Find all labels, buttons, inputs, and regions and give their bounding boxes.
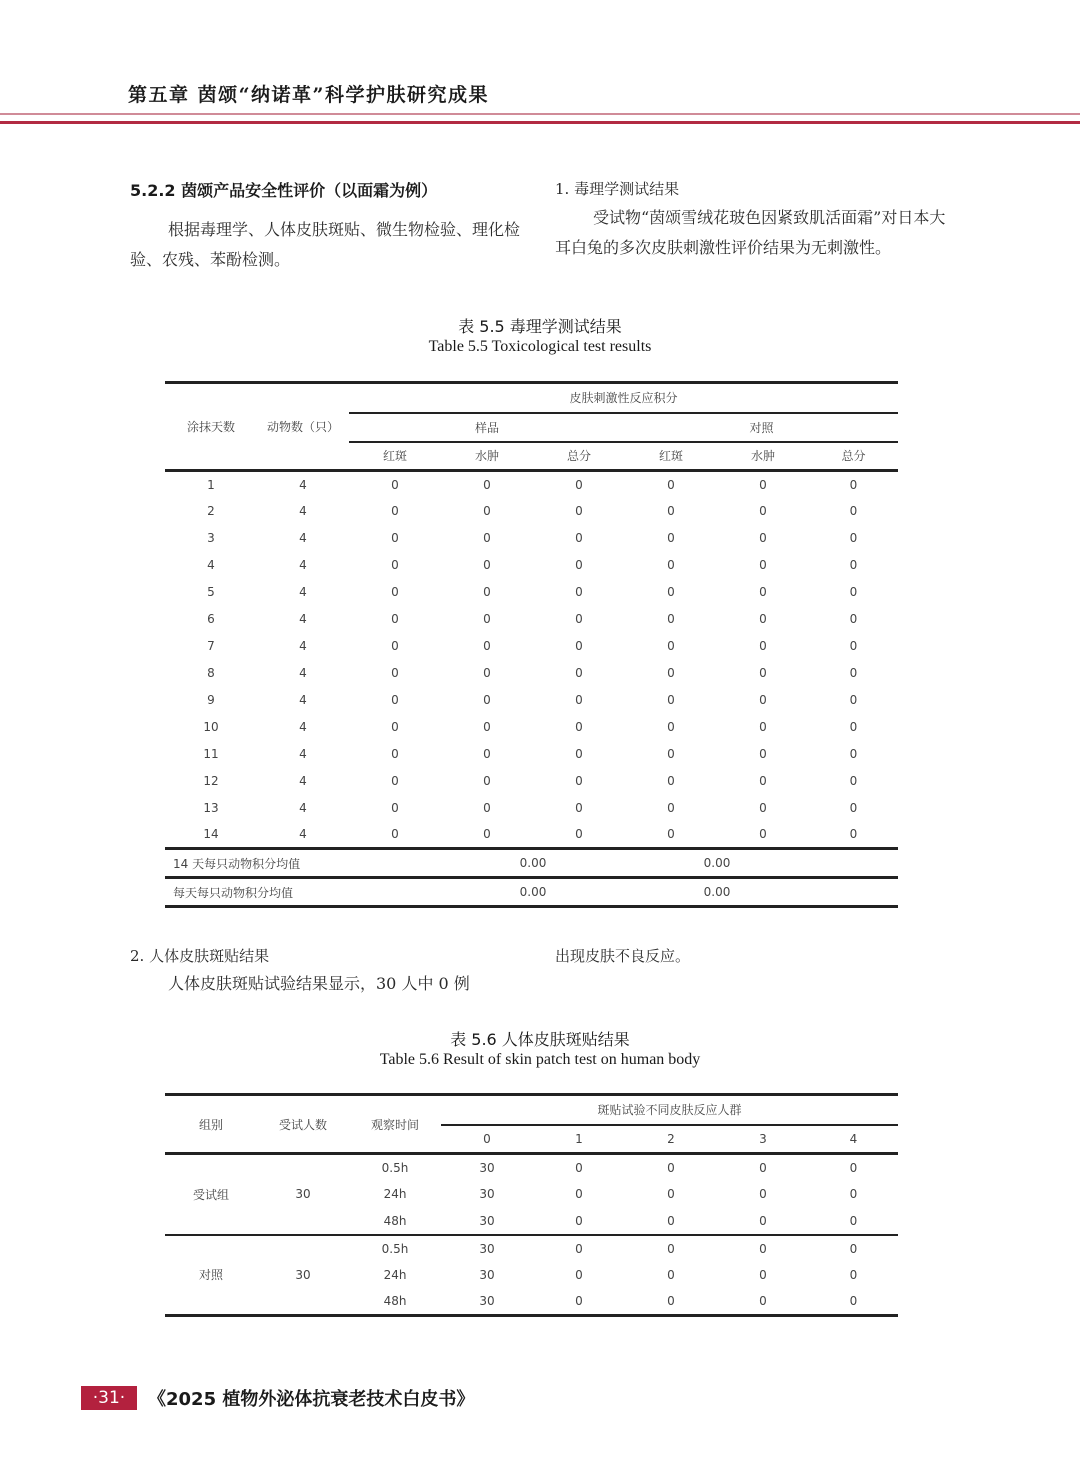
table-row: [165, 714, 898, 741]
table-row: [165, 525, 898, 552]
table-row: [165, 822, 898, 849]
col-time-header: 观察时间: [349, 1095, 441, 1154]
table-row: [165, 633, 898, 660]
table-cell: 0: [667, 531, 675, 545]
col-animals-header: 动物数（只）: [257, 383, 349, 471]
table-row: [165, 660, 898, 687]
table-cell: 0: [483, 585, 491, 599]
table-cell: 6: [207, 612, 215, 626]
table-row: [165, 687, 898, 714]
table-cell: 0: [391, 585, 399, 599]
table-cell: 1: [207, 477, 215, 492]
col-day-header: 涂抹天数: [165, 383, 257, 471]
col-subjects-header: 受试人数: [257, 1095, 349, 1154]
table2-caption-zh: 表 5.6 人体皮肤斑贴结果: [450, 1030, 630, 1049]
table-cell: 0: [667, 585, 675, 599]
table-cell: 12: [203, 774, 219, 788]
table-cell: 0: [483, 720, 491, 734]
table-cell: 4: [299, 612, 307, 626]
table-row: [165, 606, 898, 633]
table-cell: 30: [479, 1241, 495, 1256]
table-cell: 4: [299, 477, 307, 492]
summary-control: 0.00: [703, 885, 731, 899]
table-cell: 0: [849, 774, 858, 788]
table-row: [165, 768, 898, 795]
patch-body-continued: 出现皮肤不良反应。: [555, 947, 691, 965]
reaction-header: 斑贴试验不同皮肤反应人群: [441, 1095, 898, 1125]
irritation-score-header: 皮肤刺激性反应积分: [349, 383, 898, 413]
table-cell: 0: [759, 612, 767, 626]
table-cell: 0: [483, 639, 491, 653]
table-cell: 0: [667, 1187, 675, 1201]
header-rule-dark: [0, 121, 1080, 124]
observe-time: 24h: [383, 1268, 407, 1282]
table1-caption: [0, 314, 1080, 356]
observe-time: 0.5h: [381, 1160, 409, 1175]
table-cell: 0: [391, 720, 399, 734]
table-cell: 4: [299, 774, 307, 788]
table-cell: 10: [203, 720, 219, 734]
table-cell: 0: [759, 585, 767, 599]
table-cell: 2: [207, 504, 215, 518]
table-cell: 0: [483, 801, 491, 815]
table-cell: 5: [207, 585, 215, 599]
table-cell: 0: [667, 639, 675, 653]
table-cell: 30: [479, 1294, 495, 1309]
group-count: 30: [295, 1267, 311, 1282]
table-cell: 0: [667, 747, 675, 761]
table-cell: 0: [575, 1187, 583, 1201]
table-cell: 0: [759, 693, 767, 707]
group-count: 30: [295, 1187, 311, 1202]
table-cell: 4: [299, 801, 307, 815]
table-cell: 0: [575, 477, 583, 492]
table-cell: 0: [849, 477, 858, 492]
summary-label: 14 天每只动物积分均值: [173, 856, 301, 871]
table-cell: 0: [849, 827, 858, 842]
level-header: 2: [667, 1131, 675, 1146]
section-intro: 根据毒理学、人体皮肤斑贴、微生物检验、理化检验、农残、苯酚检测。: [130, 220, 521, 269]
level-header: 0: [483, 1131, 491, 1146]
sub-col-header: 红斑: [382, 449, 407, 464]
book-title: 《2025 植物外泌体抗衰老技术白皮书》: [148, 1389, 475, 1410]
table-cell: 0: [667, 720, 675, 734]
table-cell: 0: [575, 612, 583, 626]
table-cell: 11: [203, 747, 219, 761]
table-cell: 0: [759, 1241, 767, 1256]
table-row: [165, 498, 898, 525]
table-cell: 4: [299, 531, 307, 545]
table-cell: 4: [299, 720, 307, 734]
table-cell: 0: [575, 1241, 583, 1256]
table-cell: 0: [759, 639, 767, 653]
table-cell: 0: [759, 1160, 767, 1175]
table-cell: 0: [849, 585, 858, 599]
table-row: [165, 552, 898, 579]
table-cell: 0: [483, 827, 491, 842]
table-cell: 30: [479, 1160, 495, 1175]
summary-control: 0.00: [703, 856, 731, 870]
table-cell: 0: [575, 1268, 583, 1282]
table-cell: 0: [575, 558, 583, 572]
table-cell: 0: [849, 639, 858, 653]
table-cell: 0: [759, 477, 767, 492]
table-cell: 4: [299, 693, 307, 707]
table-cell: 4: [299, 639, 307, 653]
patch-test-table: [165, 1093, 898, 1317]
table-row: [165, 795, 898, 822]
table-cell: 0: [391, 558, 399, 572]
table-cell: 0: [759, 1268, 767, 1282]
summary-sample: 0.00: [519, 856, 547, 870]
table-cell: 0: [391, 666, 399, 680]
table-cell: 0: [667, 1213, 675, 1228]
table1-caption-en: Table 5.5 Toxicological test results: [428, 338, 652, 355]
table-cell: 0: [849, 666, 858, 680]
tox-heading: 1. 毒理学测试结果: [555, 180, 680, 198]
group-name: 对照: [198, 1268, 223, 1283]
table-cell: 9: [207, 693, 215, 707]
table-cell: 4: [299, 747, 307, 761]
chapter-header: 第五章 茵颂“纳诺革”科学护肤研究成果: [128, 84, 489, 106]
table-cell: 0: [849, 1160, 858, 1175]
table-cell: 0: [849, 1241, 858, 1256]
page-number: ·31·: [81, 1386, 137, 1410]
table-cell: 0: [575, 1160, 583, 1175]
table-cell: 0: [391, 477, 399, 492]
right-column: [555, 178, 955, 263]
table-cell: 0: [483, 504, 491, 518]
table-cell: 0: [849, 1268, 858, 1282]
table-cell: 4: [299, 504, 307, 518]
left-column: [130, 178, 530, 275]
sub-col-header: 总分: [566, 449, 591, 464]
table-cell: 0: [483, 666, 491, 680]
toxicology-table: [165, 381, 898, 908]
table-cell: 0: [759, 774, 767, 788]
table-cell: 0: [575, 585, 583, 599]
control-header: 对照: [625, 413, 898, 442]
patch-test-body: [165, 1154, 898, 1316]
table-cell: 0: [575, 504, 583, 518]
table-cell: 0: [667, 693, 675, 707]
observe-time: 0.5h: [381, 1241, 409, 1256]
table-cell: 0: [667, 666, 675, 680]
summary-row: [165, 849, 898, 878]
sub-col-header: 总分: [841, 449, 866, 464]
level-header: 3: [759, 1131, 767, 1146]
table-cell: 0: [391, 827, 399, 842]
table-cell: 13: [203, 801, 219, 815]
table-cell: 0: [391, 504, 399, 518]
summary-row: [165, 878, 898, 907]
table-cell: 0: [483, 612, 491, 626]
table-cell: 0: [391, 747, 399, 761]
table-cell: 0: [759, 558, 767, 572]
table-cell: 0: [391, 612, 399, 626]
table-cell: 0: [575, 639, 583, 653]
table-cell: 0: [667, 504, 675, 518]
header-rule-light: [0, 113, 1080, 115]
level-header: 4: [849, 1131, 858, 1146]
table-cell: 0: [575, 693, 583, 707]
table-cell: 0: [667, 801, 675, 815]
table-cell: 0: [849, 558, 858, 572]
table-cell: 4: [299, 558, 307, 572]
table-cell: 0: [391, 531, 399, 545]
table-cell: 0: [483, 693, 491, 707]
table-cell: 0: [849, 1294, 858, 1309]
table-cell: 0: [391, 801, 399, 815]
table-row: [165, 1235, 898, 1262]
table-cell: 4: [299, 585, 307, 599]
table-cell: 0: [667, 1294, 675, 1309]
table-cell: 0: [759, 827, 767, 842]
table-cell: 0: [667, 612, 675, 626]
table-row: [165, 579, 898, 606]
table1-caption-zh: 表 5.5 毒理学测试结果: [458, 317, 622, 336]
observe-time: 24h: [383, 1187, 407, 1201]
table-cell: 0: [849, 504, 858, 518]
level-header: 1: [575, 1131, 583, 1146]
table-cell: 0: [575, 801, 583, 815]
table-cell: 0: [759, 666, 767, 680]
tox-body: 受试物“茵颂雪绒花玻色因紧致肌活面霜”对日本大耳白兔的多次皮肤刺激性评价结果为无刺激性。: [555, 208, 946, 257]
sub-col-header: 红斑: [658, 449, 683, 464]
table-cell: 4: [207, 558, 215, 572]
patch-heading: 2. 人体皮肤斑贴结果: [130, 947, 270, 965]
table-row: [165, 741, 898, 768]
summary-sample: 0.00: [519, 885, 547, 899]
table-cell: 0: [759, 801, 767, 815]
patch-body: 人体皮肤斑贴试验结果显示，30 人中 0 例: [168, 974, 470, 993]
table-cell: 0: [667, 477, 675, 492]
table-cell: 0: [391, 639, 399, 653]
table-cell: 0: [575, 720, 583, 734]
table-cell: 0: [667, 558, 675, 572]
table-cell: 4: [299, 827, 307, 842]
table-row: [165, 471, 898, 498]
table-cell: 0: [483, 558, 491, 572]
table-cell: 0: [575, 1213, 583, 1228]
table-cell: 0: [759, 720, 767, 734]
table-cell: 0: [849, 720, 858, 734]
table-cell: 7: [207, 639, 215, 653]
table-cell: 0: [667, 1241, 675, 1256]
table-row: [165, 1154, 898, 1181]
table-cell: 30: [479, 1213, 495, 1228]
table-cell: 30: [479, 1187, 495, 1201]
patch-right: [555, 945, 955, 970]
col-group-header: 组别: [165, 1095, 257, 1154]
table-cell: 0: [849, 612, 858, 626]
table-cell: 3: [207, 531, 215, 545]
summary-label: 每天每只动物积分均值: [173, 885, 294, 900]
table-cell: 0: [849, 1187, 858, 1201]
group-name: 受试组: [192, 1187, 229, 1202]
sample-header: 样品: [349, 413, 625, 442]
table-cell: 0: [667, 1160, 675, 1175]
table2-caption: [0, 1027, 1080, 1069]
table-cell: 0: [759, 1213, 767, 1228]
table-cell: 0: [575, 827, 583, 842]
sub-col-header: 水肿: [474, 449, 499, 464]
table-cell: 30: [479, 1268, 495, 1282]
table-cell: 0: [667, 827, 675, 842]
observe-time: 48h: [383, 1294, 407, 1309]
table-cell: 4: [299, 666, 307, 680]
table-cell: 0: [759, 531, 767, 545]
table-cell: 0: [667, 1268, 675, 1282]
table-cell: 14: [203, 827, 219, 842]
table-cell: 0: [849, 693, 858, 707]
table-cell: 0: [759, 1294, 767, 1309]
table-cell: 0: [575, 666, 583, 680]
table-cell: 0: [759, 1187, 767, 1201]
table-cell: 0: [483, 774, 491, 788]
table-cell: 0: [483, 531, 491, 545]
table-cell: 0: [759, 747, 767, 761]
table-cell: 0: [483, 747, 491, 761]
section-heading: 5.2.2 茵颂产品安全性评价（以面霜为例）: [130, 181, 438, 200]
table-cell: 0: [759, 504, 767, 518]
table-cell: 8: [207, 666, 215, 680]
table-cell: 0: [391, 774, 399, 788]
table-cell: 0: [849, 1213, 858, 1228]
observe-time: 48h: [383, 1213, 407, 1228]
toxicology-body: [165, 471, 898, 849]
table-cell: 0: [575, 774, 583, 788]
table-cell: 0: [667, 774, 675, 788]
table-cell: 0: [391, 693, 399, 707]
table-cell: 0: [849, 531, 858, 545]
table-cell: 0: [575, 747, 583, 761]
sub-col-header: 水肿: [750, 449, 775, 464]
table-cell: 0: [849, 747, 858, 761]
patch-left: [130, 945, 530, 998]
table2-caption-en: Table 5.6 Result of skin patch test on human body: [379, 1051, 701, 1068]
table-cell: 0: [849, 801, 858, 815]
table-cell: 0: [575, 531, 583, 545]
table-cell: 0: [575, 1294, 583, 1309]
table-cell: 0: [483, 477, 491, 492]
